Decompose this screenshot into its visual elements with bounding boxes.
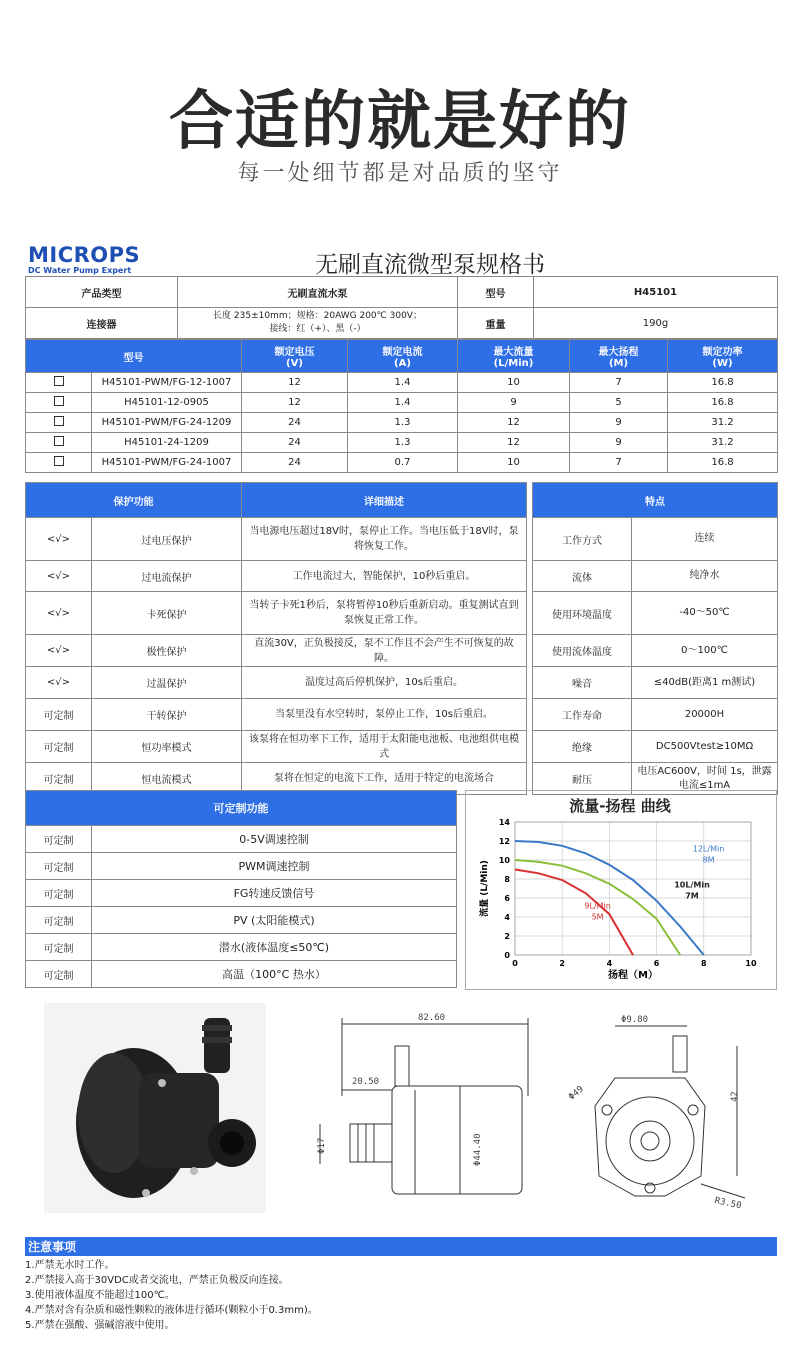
custom-flag: 可定制: [26, 826, 92, 853]
model-row: [26, 373, 778, 393]
feature-value: 0～100℃: [632, 635, 778, 667]
x-tick-label: 4: [606, 959, 613, 968]
notes-list: [25, 1256, 777, 1333]
protection-row: [26, 699, 527, 731]
max-flow: 12: [458, 413, 570, 433]
custom-row: [26, 880, 457, 907]
custom-row: [26, 853, 457, 880]
model-name: H45101-PWM/FG-24-1007: [92, 453, 242, 473]
model-label: 型号: [458, 277, 534, 308]
custom-flag: 可定制: [26, 853, 92, 880]
model-select-cell[interactable]: [26, 433, 92, 453]
note-item: 2.严禁接入高于30VDC或者交流电，严禁正负极反向连接。: [25, 1275, 289, 1286]
model-name: H45101-12-0905: [92, 393, 242, 413]
protection-row: [26, 731, 527, 763]
protection-flag: <√>: [26, 592, 92, 635]
custom-name: PV (太阳能模式): [92, 907, 457, 934]
custom-flag: 可定制: [26, 961, 92, 988]
model-checkbox[interactable]: [54, 396, 64, 406]
custom-row: [26, 907, 457, 934]
y-tick-label: 0: [504, 951, 510, 960]
custom-flag: 可定制: [26, 907, 92, 934]
models-header-row: [26, 340, 778, 373]
feature-key: 绝缘: [533, 731, 632, 763]
feature-value: DC500Vtest≥10MΩ: [632, 731, 778, 763]
y-tick-label: 2: [504, 932, 510, 941]
custom-name: FG转速反馈信号: [92, 880, 457, 907]
connector-value: [178, 308, 458, 339]
dim-height: 42: [730, 1091, 740, 1102]
models-header-current: [348, 340, 458, 373]
note-item: 1.严禁无水时工作。: [25, 1260, 115, 1271]
front-view-drawing: [555, 1006, 755, 1216]
protection-flag: <√>: [26, 561, 92, 592]
max-head: 7: [570, 373, 668, 393]
max-head: 9: [570, 413, 668, 433]
note-item: 3.使用液体温度不能超过100℃。: [25, 1290, 175, 1301]
hero-title: 合适的就是好的: [169, 85, 631, 159]
features-table: [532, 482, 778, 795]
custom-name: PWM调速控制: [92, 853, 457, 880]
logo-main-text: MICROPS: [28, 243, 141, 267]
feature-key: 噪音: [533, 667, 632, 699]
header-model-label: 型号: [123, 352, 144, 364]
y-tick-label: 10: [498, 856, 510, 865]
note-item: 5.严禁在强酸、强碱溶液中使用。: [25, 1320, 175, 1331]
rated-voltage: 24: [242, 413, 348, 433]
pump-housing: [139, 1073, 219, 1168]
rated-voltage: 24: [242, 433, 348, 453]
rated-current: 1.4: [348, 393, 458, 413]
models-header-voltage: [242, 340, 348, 373]
rated-current: 1.4: [348, 373, 458, 393]
feature-key: 使用流体温度: [533, 635, 632, 667]
series-label: 9L/Min: [584, 901, 611, 911]
header-current-l1: 额定电流: [382, 347, 423, 358]
x-axis-label: 扬程（M）: [608, 970, 658, 981]
feature-row: [533, 518, 778, 561]
y-axis-label: 流量 (L/Min): [480, 860, 490, 917]
custom-name: 高温（100°C 热水）: [92, 961, 457, 988]
product-type-label: 产品类型: [26, 277, 178, 308]
protection-header-desc: 详细描述: [242, 483, 527, 518]
y-tick-label: 12: [498, 837, 510, 846]
model-checkbox[interactable]: [54, 436, 64, 446]
protection-desc: 当泵里没有水空转时，泵停止工作，10s后重启。: [242, 699, 527, 731]
max-flow: 12: [458, 433, 570, 453]
x-tick-label: 0: [512, 959, 518, 968]
protection-name: 干转保护: [92, 699, 242, 731]
model-name: H45101-PWM/FG-24-1209: [92, 413, 242, 433]
x-tick-label: 2: [559, 959, 565, 968]
notes-section: [25, 1237, 777, 1333]
models-header-head: [570, 340, 668, 373]
x-tick-label: 10: [745, 959, 757, 968]
model-checkbox[interactable]: [54, 416, 64, 426]
feature-value: 纯净水: [632, 561, 778, 592]
series-label: 7M: [685, 891, 699, 901]
dim-radius: R3.50: [713, 1196, 743, 1212]
protection-desc: 工作电流过大，智能保护，10秒后重启。: [242, 561, 527, 592]
model-row: [26, 453, 778, 473]
features-header: 特点: [533, 483, 778, 518]
models-header-model: [26, 340, 242, 373]
logo-sub-text: DC Water Pump Expert: [28, 266, 132, 275]
model-select-cell[interactable]: [26, 453, 92, 473]
weight-label: 重量: [458, 308, 534, 339]
series-label: 10L/Min: [674, 880, 710, 890]
model-select-cell[interactable]: [26, 413, 92, 433]
connector-line-1: 长度 235±10mm；规格：20AWG 200℃ 300V；: [213, 311, 422, 321]
rated-voltage: 12: [242, 373, 348, 393]
rated-voltage: 12: [242, 393, 348, 413]
notes-header: 注意事项: [25, 1237, 777, 1256]
plot-area: [515, 822, 751, 955]
custom-row: [26, 934, 457, 961]
protection-flag: <√>: [26, 518, 92, 561]
header-flow-l2: (L/Min): [493, 358, 534, 369]
model-row: [26, 393, 778, 413]
protection-name: 恒功率模式: [92, 731, 242, 763]
flow-head-chart: [465, 812, 775, 988]
x-tick-label: 8: [701, 959, 707, 968]
series-label: 5M: [591, 912, 604, 922]
max-flow: 10: [458, 453, 570, 473]
rated-current: 0.7: [348, 453, 458, 473]
protection-header-func: 保护功能: [26, 483, 242, 518]
feature-row: [533, 635, 778, 667]
connector-line-2: 接线：红（+）、黑（-）: [269, 324, 366, 334]
header-flow-l1: 最大流量: [493, 347, 534, 358]
series-label: 8M: [702, 855, 715, 865]
dim-inlet: 20.50: [352, 1077, 380, 1087]
screw: [190, 1167, 198, 1175]
custom-functions-table: [25, 790, 457, 988]
model-checkbox[interactable]: [54, 376, 64, 386]
protection-desc: 该泵将在恒功率下工作，适用于太阳能电池板、电池组供电模式: [242, 731, 527, 763]
protection-row: [26, 635, 527, 667]
dim-outlet: Φ9.80: [621, 1015, 649, 1025]
protection-name: 过温保护: [92, 667, 242, 699]
feature-row: [533, 561, 778, 592]
y-tick-label: 4: [504, 913, 510, 922]
x-tick-label: 6: [653, 959, 660, 968]
protection-desc: 温度过高后停机保护，10s后重启。: [242, 667, 527, 699]
protection-name: 过电流保护: [92, 561, 242, 592]
header-voltage-l1: 额定电压: [274, 347, 315, 358]
feature-key: 工作寿命: [533, 699, 632, 731]
dim-d44: Φ44.40: [473, 1133, 483, 1166]
protection-name: 卡死保护: [92, 592, 242, 635]
models-header-power: [668, 340, 778, 373]
feature-key: 使用环境温度: [533, 592, 632, 635]
rated-power: 31.2: [668, 413, 778, 433]
feature-row: [533, 592, 778, 635]
protection-flag: 可定制: [26, 763, 92, 795]
model-row: [26, 413, 778, 433]
protection-row: [26, 518, 527, 561]
weight-value: 190g: [534, 308, 778, 339]
header-head-l1: 最大扬程: [598, 347, 639, 358]
header-head-l2: (M): [608, 358, 629, 369]
feature-row: [533, 731, 778, 763]
model-select-cell[interactable]: [26, 373, 92, 393]
spec-sheet-title: 无刷直流微型泵规格书: [315, 252, 545, 278]
feature-row: [533, 699, 778, 731]
side-view-drawing: [300, 1006, 540, 1216]
header-power-l1: 额定功率: [702, 347, 743, 358]
protection-table: [25, 482, 527, 795]
protection-flag: 可定制: [26, 699, 92, 731]
y-tick-label: 6: [504, 894, 510, 903]
y-tick-label: 14: [498, 818, 510, 827]
connector-label: 连接器: [26, 308, 178, 339]
protection-desc: 直流30V，正负极接反，泵不工作且不会产生不可恢复的故障。: [242, 635, 527, 667]
note-item: 4.严禁对含有杂质和磁性颗粒的液体进行循环(颗粒小于0.3mm)。: [25, 1305, 318, 1316]
max-flow: 10: [458, 373, 570, 393]
series-label: 12L/Min: [692, 844, 725, 854]
feature-key: 耐压: [533, 763, 632, 795]
header-current-l2: (A): [394, 358, 411, 369]
protection-flag: <√>: [26, 667, 92, 699]
protection-name: 过电压保护: [92, 518, 242, 561]
max-flow: 9: [458, 393, 570, 413]
y-tick-label: 8: [504, 875, 510, 884]
max-head: 7: [570, 453, 668, 473]
feature-value: 20000H: [632, 699, 778, 731]
rated-voltage: 24: [242, 453, 348, 473]
models-table: [25, 339, 778, 473]
feature-value: ≤40dB(距离1 m测试): [632, 667, 778, 699]
model-name: H45101-PWM/FG-12-1007: [92, 373, 242, 393]
dim-width: 82.60: [418, 1013, 446, 1023]
rated-power: 16.8: [668, 373, 778, 393]
model-name: H45101-24-1209: [92, 433, 242, 453]
chart-title: 流量-扬程 曲线: [569, 797, 671, 815]
custom-flag: 可定制: [26, 880, 92, 907]
feature-value: 电压AC600V，时间 1s，泄露电流≤1mA: [632, 763, 778, 795]
model-select-cell[interactable]: [26, 393, 92, 413]
custom-name: 0-5V调速控制: [92, 826, 457, 853]
max-head: 9: [570, 433, 668, 453]
feature-value: -40～50℃: [632, 592, 778, 635]
screw: [142, 1189, 150, 1197]
rated-current: 1.3: [348, 413, 458, 433]
model-value: H45101: [534, 277, 778, 308]
custom-flag: 可定制: [26, 934, 92, 961]
dim-d49: Φ49: [566, 1084, 586, 1103]
protection-flag: <√>: [26, 635, 92, 667]
model-row: [26, 433, 778, 453]
rated-power: 31.2: [668, 433, 778, 453]
custom-row: [26, 961, 457, 988]
protection-flag: 可定制: [26, 731, 92, 763]
protection-desc: 当转子卡死1秒后，泵将暂停10秒后重新启动。重复测试直到泵恢复正常工作。: [242, 592, 527, 635]
protection-row: [26, 667, 527, 699]
header-voltage-l2: (V): [286, 358, 303, 369]
header-power-l2: (W): [712, 358, 733, 369]
protection-desc: 泵将在恒定的电流下工作，适用于特定的电流场合: [242, 763, 527, 795]
rated-power: 16.8: [668, 453, 778, 473]
models-header-flow: [458, 340, 570, 373]
protection-name: 恒电流模式: [92, 763, 242, 795]
protection-desc: 当电源电压超过18V时，泵停止工作。当电压低于18V时，泵将恢复工作。: [242, 518, 527, 561]
rated-power: 16.8: [668, 393, 778, 413]
protection-row: [26, 592, 527, 635]
series-line: [515, 870, 633, 956]
product-info-table: [25, 276, 778, 339]
custom-header: 可定制功能: [26, 791, 457, 826]
feature-row: [533, 667, 778, 699]
protection-row: [26, 561, 527, 592]
feature-key: 流体: [533, 561, 632, 592]
screw: [158, 1079, 166, 1087]
custom-row: [26, 826, 457, 853]
hero-subtitle: 每一处细节都是对品质的坚守: [237, 161, 563, 186]
pump-product-photo: [44, 1003, 266, 1213]
feature-value: 连续: [632, 518, 778, 561]
custom-name: 潜水(液体温度≤50℃): [92, 934, 457, 961]
protection-name: 极性保护: [92, 635, 242, 667]
rated-current: 1.3: [348, 433, 458, 453]
feature-key: 工作方式: [533, 518, 632, 561]
max-head: 5: [570, 393, 668, 413]
dim-d17: Φ17: [317, 1137, 327, 1154]
model-checkbox[interactable]: [54, 456, 64, 466]
product-type-value: 无刷直流水泵: [178, 277, 458, 308]
